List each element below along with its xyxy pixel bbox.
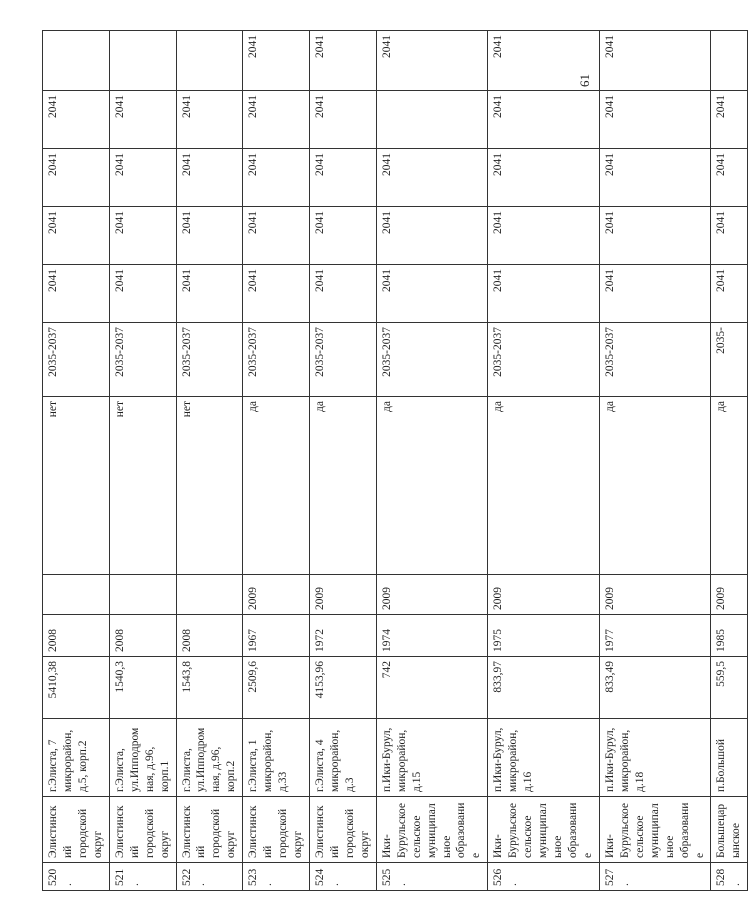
deadline-cell-5: 2041: [488, 31, 600, 91]
deadline-cell-2: 2041: [711, 207, 748, 265]
area-cell: 1543,8: [176, 657, 243, 719]
deadline-cell-5: 2041: [310, 31, 377, 91]
flag-cell: нет: [43, 397, 110, 575]
period-cell: 2035-2037: [599, 323, 711, 397]
row-number-cell: 524.: [310, 863, 377, 891]
deadline-cell-3: 2041: [711, 149, 748, 207]
year-repair-cell: 2009: [599, 575, 711, 615]
flag-cell: нет: [176, 397, 243, 575]
district-cell: Элистинский городской округ: [176, 797, 243, 863]
deadline-cell-4: 2041: [310, 91, 377, 149]
table-row: [109, 31, 176, 891]
year-built-cell: 2008: [43, 615, 110, 657]
period-cell: 2035-2037: [310, 323, 377, 397]
district-cell: Ики-Бурульское сельское муниципальное образование: [376, 797, 488, 863]
deadline-cell-4: 2041: [43, 91, 110, 149]
deadline-cell-4: 2041: [109, 91, 176, 149]
district-cell: Элистинский городской округ: [310, 797, 377, 863]
row-number-cell: 520.: [43, 863, 110, 891]
year-repair-cell: 2009: [310, 575, 377, 615]
row-number-cell: 521.: [109, 863, 176, 891]
address-cell: г.Элиста, 7 микрорайон, д.5, корп.2: [43, 719, 110, 797]
district-cell: Элистинский городской округ: [43, 797, 110, 863]
flag-cell: нет: [109, 397, 176, 575]
address-cell: п.Ики-Бурул, микрорайон, д.16: [488, 719, 600, 797]
row-number-cell: 526.: [488, 863, 600, 891]
year-repair-cell: 2009: [488, 575, 600, 615]
area-cell: 742: [376, 657, 488, 719]
year-repair-cell: 2009: [243, 575, 310, 615]
deadline-cell-2: 2041: [488, 207, 600, 265]
period-cell: 2035-2037: [176, 323, 243, 397]
address-cell: г.Элиста, 4 микрорайон, д.3: [310, 719, 377, 797]
deadline-cell-2: 2041: [243, 207, 310, 265]
flag-cell: да: [243, 397, 310, 575]
deadline-cell-2: 2041: [310, 207, 377, 265]
deadline-cell-3: 2041: [176, 149, 243, 207]
flag-cell: да: [488, 397, 600, 575]
period-cell: 2035-2037: [243, 323, 310, 397]
address-cell: п.Ики-Бурул, микрорайон, д.15: [376, 719, 488, 797]
deadline-cell-3: 2041: [243, 149, 310, 207]
year-built-cell: 1967: [243, 615, 310, 657]
deadline-cell-4: 2041: [176, 91, 243, 149]
deadline-cell-1: 2041: [599, 265, 711, 323]
page-number: 61: [577, 74, 592, 87]
table-row: [376, 31, 488, 891]
year-repair-cell: [109, 575, 176, 615]
deadline-cell-3: 2041: [599, 149, 711, 207]
flag-cell: да: [376, 397, 488, 575]
year-built-cell: 1972: [310, 615, 377, 657]
address-cell: п.Ики-Бурул, микрорайон, д.18: [599, 719, 711, 797]
period-cell: 2035-2037: [376, 323, 488, 397]
period-cell: 2035-: [711, 323, 748, 397]
row-number-cell: 522.: [176, 863, 243, 891]
year-built-cell: 1975: [488, 615, 600, 657]
row-number-cell: 528.: [711, 863, 748, 891]
deadline-cell-2: 2041: [176, 207, 243, 265]
deadline-cell-1: 2041: [711, 265, 748, 323]
year-repair-cell: [43, 575, 110, 615]
area-cell: 833,97: [488, 657, 600, 719]
area-cell: 5410,38: [43, 657, 110, 719]
deadline-cell-1: 2041: [488, 265, 600, 323]
year-built-cell: 1985: [711, 615, 748, 657]
flag-cell: да: [599, 397, 711, 575]
flag-cell: да: [711, 397, 748, 575]
table-row: [310, 31, 377, 891]
deadline-cell-5: 2041: [243, 31, 310, 91]
deadline-cell-2: 2041: [376, 207, 488, 265]
flag-cell: да: [310, 397, 377, 575]
year-repair-cell: 2009: [711, 575, 748, 615]
area-cell: 833,49: [599, 657, 711, 719]
address-cell: г.Элиста, ул.Ипподромная, д.96, корп.2: [176, 719, 243, 797]
deadline-cell-3: 2041: [310, 149, 377, 207]
table-row: [488, 31, 600, 891]
year-built-cell: 2008: [109, 615, 176, 657]
table-row: [711, 31, 748, 891]
table-row: [43, 31, 110, 891]
deadline-cell-5: [176, 31, 243, 91]
deadline-cell-1: 2041: [176, 265, 243, 323]
deadline-cell-4: 2041: [711, 91, 748, 149]
area-cell: 4153,96: [310, 657, 377, 719]
period-cell: 2035-2037: [488, 323, 600, 397]
period-cell: 2035-2037: [109, 323, 176, 397]
district-cell: Большецарынское: [711, 797, 748, 863]
deadline-cell-1: 2041: [43, 265, 110, 323]
deadline-cell-5: [43, 31, 110, 91]
deadline-cell-2: 2041: [599, 207, 711, 265]
deadline-cell-4: 2041: [599, 91, 711, 149]
year-built-cell: 1977: [599, 615, 711, 657]
row-number-cell: 527.: [599, 863, 711, 891]
area-cell: 1540,3: [109, 657, 176, 719]
row-number-cell: 525.: [376, 863, 488, 891]
deadline-cell-3: 2041: [109, 149, 176, 207]
district-cell: Элистинский городской округ: [109, 797, 176, 863]
deadline-cell-5: 2041: [376, 31, 488, 91]
address-cell: п.Большой: [711, 719, 748, 797]
table-row: [176, 31, 243, 891]
deadline-cell-2: 2041: [43, 207, 110, 265]
deadline-cell-2: 2041: [109, 207, 176, 265]
deadline-cell-5: 2041: [599, 31, 711, 91]
district-cell: Элистинский городской округ: [243, 797, 310, 863]
year-repair-cell: 2009: [376, 575, 488, 615]
deadline-cell-4: [376, 91, 488, 149]
table-body: [43, 31, 748, 891]
deadline-cell-1: 2041: [310, 265, 377, 323]
table-row: [599, 31, 711, 891]
year-built-cell: 2008: [176, 615, 243, 657]
address-cell: г.Элиста, 1 микрорайон, д.33: [243, 719, 310, 797]
year-built-cell: 1974: [376, 615, 488, 657]
deadline-cell-1: 2041: [243, 265, 310, 323]
deadline-cell-1: 2041: [109, 265, 176, 323]
deadline-cell-5: [109, 31, 176, 91]
deadline-cell-5: [711, 31, 748, 91]
area-cell: 2509,6: [243, 657, 310, 719]
district-cell: Ики-Бурульское сельское муниципальное образование: [599, 797, 711, 863]
table-row: [243, 31, 310, 891]
area-cell: 559,5: [711, 657, 748, 719]
deadline-cell-1: 2041: [376, 265, 488, 323]
row-number-cell: 523.: [243, 863, 310, 891]
deadline-cell-3: 2041: [488, 149, 600, 207]
year-repair-cell: [176, 575, 243, 615]
period-cell: 2035-2037: [43, 323, 110, 397]
data-table: [42, 30, 748, 891]
deadline-cell-4: 2041: [488, 91, 600, 149]
deadline-cell-4: 2041: [243, 91, 310, 149]
deadline-cell-3: 2041: [376, 149, 488, 207]
address-cell: г.Элиста, ул.Ипподромная, д.96, корп.1: [109, 719, 176, 797]
district-cell: Ики-Бурульское сельское муниципальное образование: [488, 797, 600, 863]
deadline-cell-3: 2041: [43, 149, 110, 207]
